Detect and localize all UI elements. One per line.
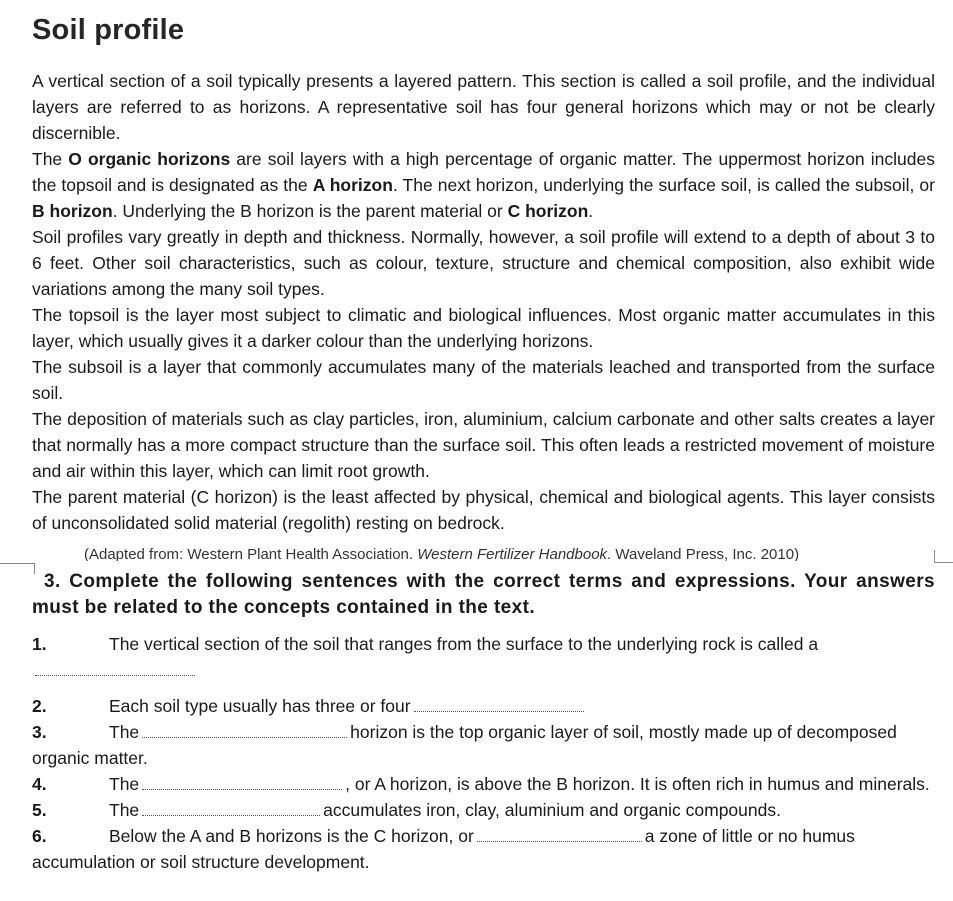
paragraph: The subsoil is a layer that commonly accumulates many of the materials leached and transported from the surface soil. — [32, 357, 935, 403]
text-span: . The next horizon, underlying the surface soil, is called the subsoil, or — [392, 175, 935, 195]
item-text: a zone of little or no humus accumulation or soil structure development. — [32, 826, 855, 872]
item-text: Each soil type usually has three or four — [109, 696, 411, 716]
list-item — [32, 797, 935, 823]
paragraph — [32, 146, 935, 224]
item-text: , or A horizon, is above the B horizon. It is often rich in humus and minerals. — [345, 774, 930, 794]
bold-term: O organic horizons — [68, 149, 231, 169]
citation-book-title: Western Fertilizer Handbook — [417, 546, 608, 561]
text-span: are soil layers with a high percentage of organic matter. The uppermost horizon includes the topsoil and is designated as the — [32, 149, 935, 195]
text-span: The — [32, 149, 69, 169]
item-number: 1. — [32, 634, 47, 654]
bold-term: A horizon — [312, 175, 393, 195]
paragraph: The parent material (C horizon) is the least affected by physical, chemical and biological agents. This layer consists of unconsolidated solid material (regolith) resting on bedrock. — [32, 487, 935, 533]
answer-blank[interactable] — [142, 799, 320, 816]
list-item — [32, 719, 935, 771]
document-page — [32, 10, 935, 875]
answer-blank[interactable] — [35, 659, 195, 676]
paragraph: A vertical section of a soil typically presents a layered pattern. This section is called a soil profile, and the individual layers are referred to as horizons. A representative soil has four general horizons which may or not be clearly discernible. — [32, 71, 935, 143]
item-text: horizon is the top organic layer of soil, mostly made up of decomposed organic matter. — [32, 722, 897, 768]
text-span: . Underlying the B horizon is the parent material or — [112, 201, 508, 221]
bold-term: B horizon — [32, 201, 113, 221]
reading-text — [32, 68, 935, 536]
list-item — [32, 771, 935, 797]
text-span: . — [588, 201, 594, 221]
answer-blank[interactable] — [477, 825, 642, 842]
question-text: Complete the following sentences with the correct terms and expressions. Your answers must be related to the concepts contained in the text. — [32, 571, 936, 618]
item-text: Below the A and B horizons is the C horizon, or — [109, 826, 474, 846]
list-item — [32, 823, 935, 875]
citation-text: . Waveland Press, Inc. 2010) — [607, 546, 800, 561]
margin-marker-right — [934, 550, 953, 563]
item-text: accumulates iron, clay, aluminium and organic compounds. — [323, 800, 781, 820]
exercise-list — [32, 631, 935, 875]
item-number: 3. — [32, 722, 47, 742]
item-number: 6. — [32, 826, 47, 846]
answer-blank[interactable] — [142, 721, 347, 738]
paragraph: The deposition of materials such as clay particles, iron, aluminium, calcium carbonate and other salts creates a layer that normally has a more compact structure than the surface soil. This often leads a restricted movement of moisture and air within this layer, which can limit root growth. — [32, 409, 935, 481]
citation-text: (Adapted from: Western Plant Health Association. — [84, 546, 418, 561]
item-text: The — [109, 800, 140, 820]
paragraph: The topsoil is the layer most subject to climatic and biological influences. Most organic matter accumulates in this layer, which usually gives it a darker colour than the underlying horizons. — [32, 305, 935, 351]
source-citation — [84, 546, 935, 561]
item-text: The vertical section of the soil that ranges from the surface to the underlying rock is called a — [109, 634, 819, 654]
item-number: 4. — [32, 774, 47, 794]
item-number: 2. — [32, 696, 47, 716]
item-text: The — [109, 774, 140, 794]
paragraph: Soil profiles vary greatly in depth and thickness. Normally, however, a soil profile will extend to a depth of about 3 to 6 feet. Other soil characteristics, such as colour, texture, structure and chemical composition, also exhibit wide variations among the many soil types. — [32, 227, 935, 299]
question-heading — [32, 569, 935, 621]
margin-marker-left — [0, 563, 35, 574]
list-item — [32, 693, 935, 719]
page-title: Soil profile — [32, 14, 185, 46]
answer-blank[interactable] — [414, 695, 584, 712]
item-text: The — [109, 722, 140, 742]
bold-term: C horizon — [507, 201, 589, 221]
question-number: 3. — [44, 571, 61, 592]
item-number: 5. — [32, 800, 47, 820]
list-item — [32, 631, 935, 683]
answer-blank[interactable] — [142, 773, 342, 790]
